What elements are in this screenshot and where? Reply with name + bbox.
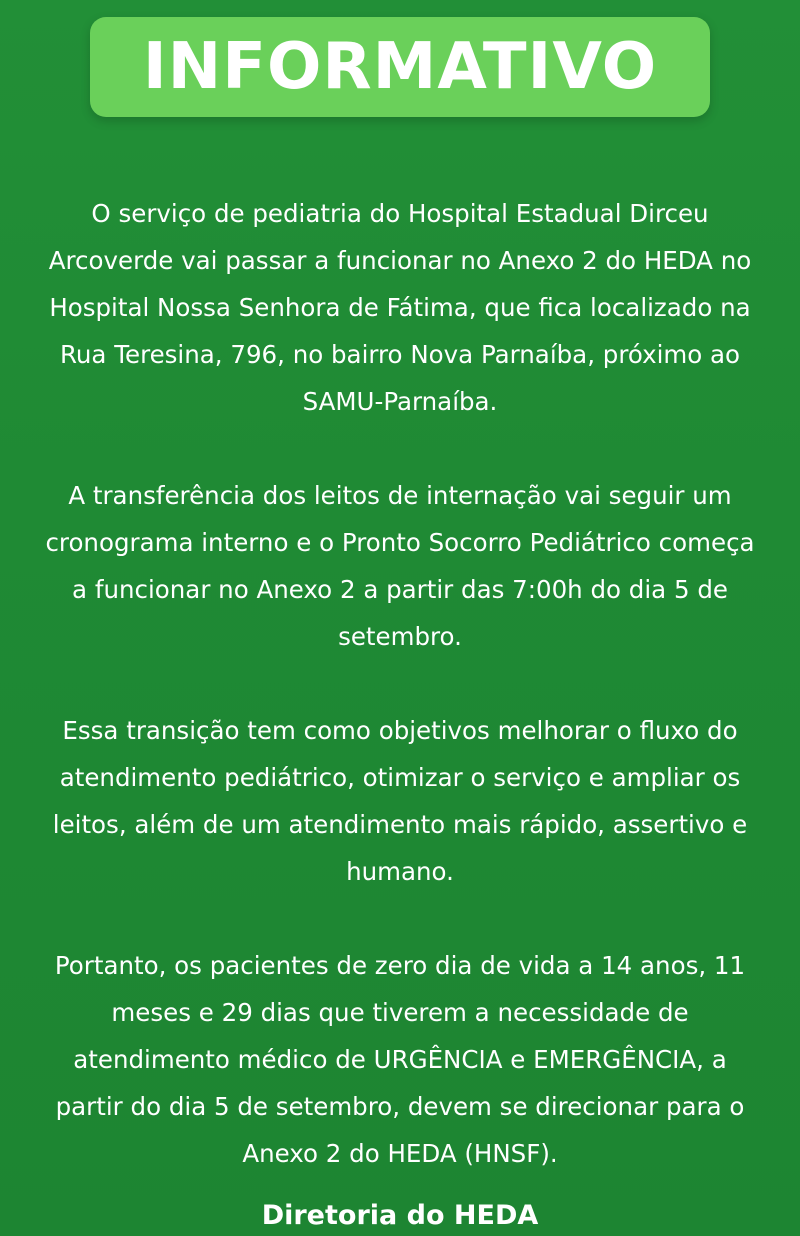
title-banner <box>90 17 710 117</box>
paragraph-objectives: Essa transição tem como objetivos melhorar o fluxo do atendimento pediátrico, otimizar o serviço e ampliar os leitos, além de um atendimento mais rápido, assertivo e humano. <box>52 716 748 886</box>
signature: Diretoria do HEDA <box>261 1200 539 1231</box>
page-title: INFORMATIVO <box>142 30 658 104</box>
paragraph-transfer-schedule: A transferência dos leitos de internação vai seguir um cronograma interno e o Pronto Socorro Pediátrico começa a funcionar no Anexo 2 a partir das 7:00h do dia 5 de setembro. <box>45 481 755 651</box>
paragraph-location: O serviço de pediatria do Hospital Estadual Dirceu Arcoverde vai passar a funcionar no Anexo 2 do HEDA no Hospital Nossa Senhora de Fátima, que fica localizado na Rua Teresina, 796, no bairro Nova Parnaíba, próximo ao SAMU-Parnaíba. <box>48 199 752 416</box>
notice-body <box>40 190 760 1177</box>
paragraph-patient-guidance: Portanto, os pacientes de zero dia de vida a 14 anos, 11 meses e 29 dias que tiverem a necessidade de atendimento médico de URGÊNCIA e EMERGÊNCIA, a partir do dia 5 de setembro, devem se direcionar para o Anexo 2 do HEDA (HNSF). <box>54 951 746 1168</box>
